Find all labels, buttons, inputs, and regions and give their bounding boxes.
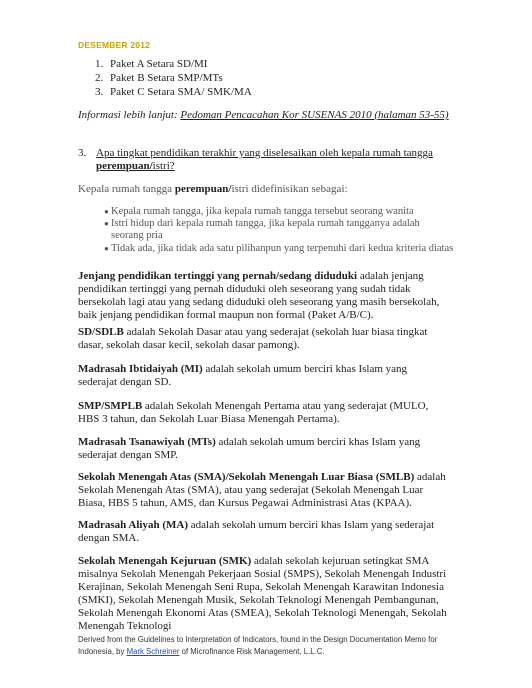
paragraph-text: adalah sekolah kejuruan setingkat SMA misalnya Sekolah Menengah Pekerjaan Sosial (SMPS), Sekolah Menengah Industri Kerajinan, Sekolah Menengah Seni Rupa, Sekolah Menengah Karawitan Indonesia (SMKI), Sekolah Menengah Musik, Sekolah Teknologi Menengah Pembangunan, Sekolah Menengah Ekonomi Atas (SMEA), Sekolah Teknologi Menengah, Sekolah Menengah Teknologi [78,555,447,632]
footer-text: Indonesia, by [78,647,127,656]
list-item [104,218,454,242]
footer-line [78,646,458,658]
paragraph [78,363,448,389]
footer-line: Derived from the Guidelines to Interpretation of Indicators, found in the Design Documentation Memo for [78,635,438,644]
paragraph [78,519,448,545]
paragraph-text: adalah sekolah umum berciri khas Islam yang sederajat dengan SMA. [78,519,435,544]
paragraph-term: Sekolah Menengah Atas (SMA)/Sekolah Menengah Luar Biasa (SMLB) [78,471,415,483]
list-text: Kepala rumah tangga, jika kepala rumah tangga tersebut seorang wanita [111,206,414,217]
paragraph-term: SD/SDLB [78,326,124,338]
paragraph-text: adalah jenjang pendidikan tertinggi yang pernah diduduki oleh seseorang yang sudah tidak bersekolah lagi atau yang sedang diduduki oleh seseorang yang masih bersekolah, baik jenjang pendidikan formal maupun non formal (Paket A/B/C). [78,270,440,321]
more-info-label: Informasi lebih lanjut: [78,109,178,121]
paragraph [78,400,448,426]
paragraph-term: Madrasah Aliyah (MA) [78,519,188,531]
paragraph [78,555,448,633]
definition-intro [78,183,448,196]
question-number: 3. [78,147,87,159]
bullet-icon: ● [104,207,109,216]
paragraph-text: adalah Sekolah Dasar atau yang sederajat (sekolah luar biasa tingkat dasar, sekolah dasar kecil, sekolah dasar pamong). [78,326,428,351]
paragraph-term: SMP/SMPLB [78,400,143,412]
definition-text: istri didefinisikan sebagai: [231,183,348,195]
paragraph-term: Madrasah Tsanawiyah (MTs) [78,436,216,448]
paragraph-text: adalah sekolah umum berciri khas Islam yang sederajat dengan SMP. [78,436,421,461]
paragraph-term: Madrasah Ibtidaiyah (MI) [78,363,203,375]
paragraph-text: adalah Sekolah Menengah Pertama atau yang sederajat (MULO, HBS 3 tahun, dan Sekolah Luar Biasa Menengah Pertama). [78,400,429,425]
bullet-icon: ● [104,243,109,253]
list-item [104,206,454,218]
more-info [78,109,449,121]
paragraph-term: Jenjang pendidikan tertinggi yang pernah/sedang diduduki [78,270,358,282]
question-text-bold: perempuan/ [96,160,153,172]
question-text-part: Apa tingkat pendidikan terakhir yang diselesaikan oleh kepala rumah tangga [96,147,433,159]
paragraph [78,436,448,462]
list-item [95,71,252,85]
list-label: Paket B Setara SMP/MTs [110,72,223,84]
paragraph-text: adalah Sekolah Menengah Atas (SMA), atau yang sederajat (Sekolah Menengah Luar Biasa, HBS 5 tahun, AMS, dan Kursus Pegawai Administrasi Atas (KPAA). [78,471,446,509]
paragraph-text: adalah sekolah umum berciri khas Islam yang sederajat dengan SD. [78,363,408,388]
list-text: Istri hidup dari kepala rumah tangga, jika kepala rumah tangganya adalah seorang pria [111,218,420,242]
list-number: 1. [95,58,104,70]
list-item [104,243,454,255]
package-list [95,57,252,99]
footer-text: of Microfinance Risk Management, L.L.C. [179,647,325,656]
author-link[interactable]: Mark Schreiner [126,647,180,656]
list-label: Paket C Setara SMA/ SMK/MA [110,86,252,98]
paragraph [78,270,448,322]
definition-bold: perempuan/ [174,183,232,195]
page-footer [78,634,458,658]
question-text-part: istri? [152,160,175,172]
question-text [96,147,436,173]
page-header-date: DESEMBER 2012 [78,40,151,50]
criteria-list [104,206,454,255]
bullet-icon: ● [104,219,109,229]
list-number: 3. [95,86,104,98]
definition-text: Kepala rumah tangga [78,183,175,195]
paragraph [78,326,448,352]
list-text: Tidak ada, jika tidak ada satu pilihanpun yang terpenuhi dari kedua kriteria diatas [111,242,454,254]
list-item [95,57,252,71]
list-item [95,85,252,99]
paragraph-term: Sekolah Menengah Kejuruan (SMK) [78,555,252,567]
list-number: 2. [95,72,104,84]
more-info-link[interactable]: Pedoman Pencacahan Kor SUSENAS 2010 (halaman 53-55) [180,109,449,121]
list-label: Paket A Setara SD/MI [110,58,208,70]
paragraph [78,471,448,510]
